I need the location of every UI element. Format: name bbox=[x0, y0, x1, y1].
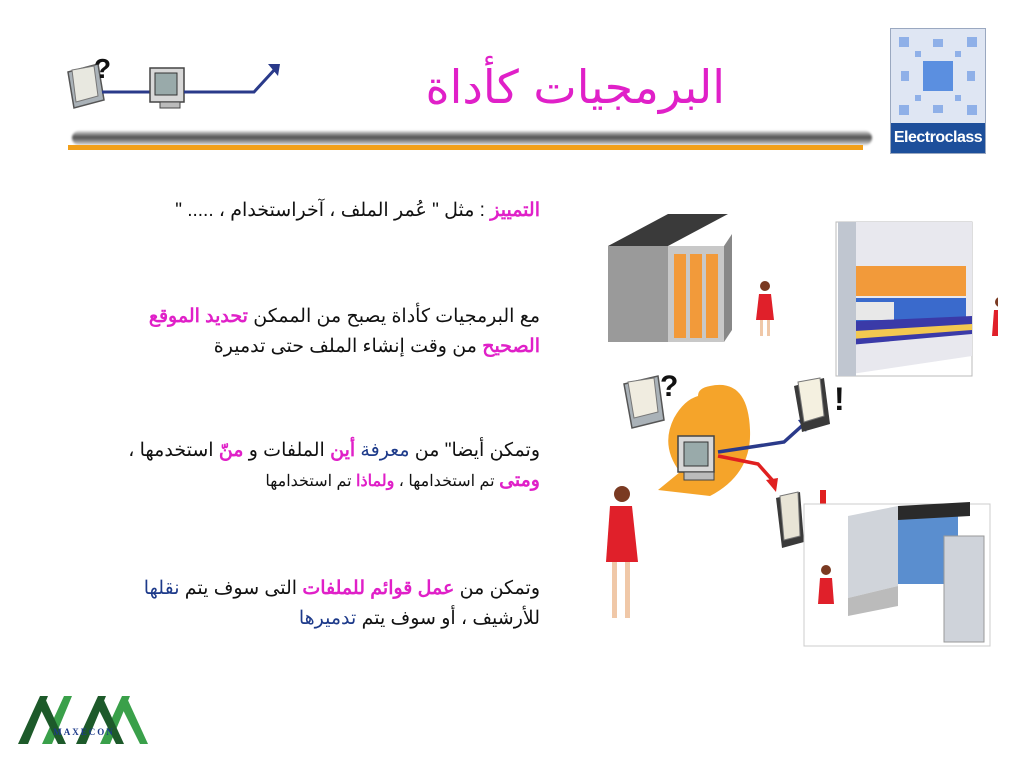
text-run: وتمكن أيضا" من bbox=[409, 440, 540, 461]
text-run: وتمكن من bbox=[454, 578, 540, 599]
monitor-icon bbox=[150, 68, 184, 108]
blue-term: معرفة bbox=[360, 440, 410, 461]
highlight-term: ومتى bbox=[499, 470, 540, 491]
text-run: تم استخدامها bbox=[265, 473, 357, 490]
text-run: للأرشيف ، أو سوف يتم bbox=[356, 608, 540, 629]
text-line bbox=[128, 436, 540, 466]
title-divider-shadow bbox=[72, 131, 872, 145]
footer-logo-text: MAXECON bbox=[53, 727, 115, 737]
text-run: التى سوف يتم bbox=[179, 578, 303, 599]
maxecon-logo bbox=[14, 690, 154, 748]
paragraph-tracking bbox=[128, 436, 540, 497]
text-line bbox=[149, 332, 540, 362]
page-title: البرمجيات كأداة bbox=[425, 60, 725, 114]
svg-text:?: ? bbox=[660, 370, 679, 403]
highlight-term: ولماذا bbox=[356, 473, 395, 490]
text-run: : مثل " عُمر الملف ، آخراستخدام ، ..... " bbox=[175, 200, 491, 221]
text-run: استخدمها ، bbox=[128, 440, 219, 461]
highlight-term: منّ bbox=[218, 440, 244, 461]
highlight-term: تحديد الموقع bbox=[148, 306, 248, 327]
pattern-icon bbox=[891, 29, 985, 123]
text-line bbox=[128, 466, 540, 497]
mobile-shelving-icon bbox=[804, 502, 990, 646]
archive-illustration bbox=[598, 206, 998, 652]
text-line bbox=[149, 302, 540, 332]
electroclass-logo bbox=[890, 28, 986, 154]
text-line bbox=[144, 604, 540, 634]
person-icon bbox=[606, 486, 638, 618]
folder-question-icon bbox=[624, 370, 678, 428]
brand-label: Electroclass bbox=[891, 123, 985, 153]
text-run: تم استخدامها ، bbox=[394, 473, 500, 490]
highlight-term: الصحيح bbox=[482, 336, 540, 357]
text-line bbox=[144, 574, 540, 604]
server-cabinet-icon bbox=[608, 214, 732, 342]
person-icon bbox=[756, 281, 774, 336]
text-run: من وقت إنشاء الملف حتى تدميرة bbox=[213, 336, 483, 357]
shelving-archive-icon bbox=[836, 222, 972, 376]
highlight-term: التمييز bbox=[490, 200, 540, 221]
highlight-term: أين bbox=[330, 440, 356, 461]
header-icon-strip bbox=[64, 52, 284, 118]
folder-exclaim-icon bbox=[794, 378, 845, 432]
text-run: مع البرمجيات كأداة يصبح من الممكن bbox=[247, 306, 540, 327]
blue-term: تدميرها bbox=[298, 608, 357, 629]
highlight-term: عمل قوائم للملفات bbox=[302, 578, 455, 599]
svg-text:?: ? bbox=[94, 53, 112, 84]
text-run: الملفات و bbox=[243, 440, 331, 461]
person-icon bbox=[992, 297, 998, 336]
paragraph-distinction bbox=[175, 196, 540, 226]
paragraph-lists bbox=[144, 574, 540, 634]
arrow-icon bbox=[184, 68, 276, 92]
blue-term: نقلها bbox=[143, 578, 180, 599]
folder-question-icon bbox=[68, 53, 111, 108]
title-divider bbox=[68, 145, 863, 150]
paragraph-locate bbox=[149, 302, 540, 362]
svg-text:!: ! bbox=[834, 381, 845, 417]
